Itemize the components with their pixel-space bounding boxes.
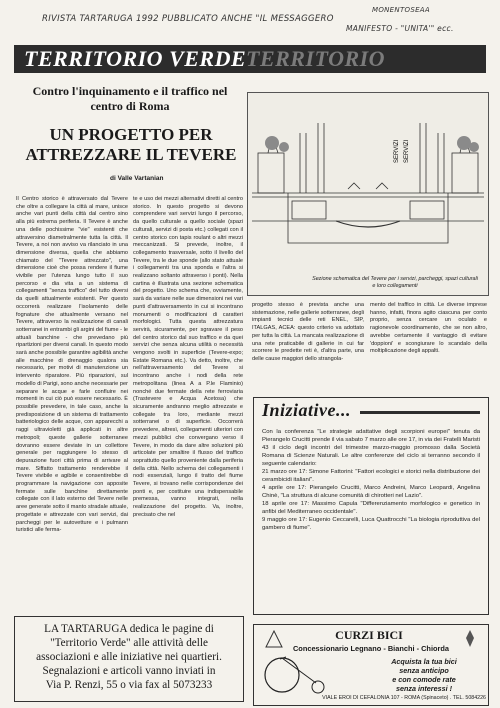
iniziative-intro: Con la conferenza "Le strategie adattative degli scorpioni europei" tenuta da Pierangelo Crucitti prende il via sabato 7 marzo alle ore 17, in via dei Fratelli Maristi 43 il ciclo degli incontri del trimestre marzo-maggio promosso dalla Società Romana di Scienze Naturali. Le altre conferenze del ciclo si terranno secondo il seguente calendario: [262,429,480,467]
iniziative-item: 18 aprile ore 17: Massimo Capula "Differenziamento morfologico e genetico in anfibi del Mediterraneo occidentale". [262,501,480,515]
iniziative-item: 21 marzo ore 17: Simone Fattorini: "Fattori ecologici e storici nella distribuzione dei cerambicidi italiani". [262,469,480,483]
handwritten-note-second: MANIFESTO - "UNITA'" ecc. [346,24,454,33]
iniziative-item: 4 aprile ore 17: Pierangelo Crucitti, Marco Andreini, Marco Leopardi, Angelina Chinè, "La struttura di alcune comunità di chirotteri nel Lazio". [262,485,480,499]
handwritten-note-top: RIVISTA TARTARUGA 1992 PUBBLICATO ANCHE "IL MESSAGGERO [42,14,334,24]
article-column-4: mento del traffico in città. Le diverse imprese hanno, infatti, finora agito ciascuna per conto proprio, senza cercare un oculato e ragionevole coordinamento, che se non altro, avrebbe certamente il vantaggio di evitare 'doppioni' e scongiurare lo scandalo della moltiplicazione degli appalti. [370,302,487,355]
section-drawing [248,93,488,273]
article-column-2: te e uso dei mezzi alternativi diretti al centro storico. In questo progetto si devono comprendere vari servizi lungo il percorso, da quello culturale a quello sociale (spazi culturali, servizi di posta etc.) collegati con il centro storico con tapis roulant o altri mezzi meccanizzati. Si prevede, inoltre, il collegamento trasversale, sotto il livello del Tevere, tra le due sponde (allo stato attuale i collegamenti tra una sponda e l'altra si realizzano soltanto attraverso i ponti). Nella cartina è illustrata una sezione schematica del progetto. Uno schema che, ovviamente, sarà da variare nelle sue dimensioni nei vari punti d'attraversamento in cui si incontrano monumenti o modificazioni di caratteri morfologici. Tutta questa attrezzatura servirà, sicuramente, per sgravare il peso del centro storico dal suo traffico e da quei servizi che senza alcuna utilità o necessità vengono svolti in superficie (Tevere-expo; Estate Romana etc.). Va detto, inoltre, che nell'attraversamento del Tevere si incontrano anche i nodi della rete metropolitana (linea A a P.le Flaminio) nonché due fermate della rete ferroviaria (Trastevere e Acqua Acetosa) che sicuramente andranno meglio attrezzate e collegate tra loro, mediante mezzi sotterranei o di superficie. Occorrerà prevedere, altresì, collegamenti ulteriori con mezzi pubblici che convergano verso il Tevere, in modo da dare altre soluzioni più articolate per smaltire il flusso del traffico soprattutto quello proveniente dalla periferia della città. Nello schema dei collegamenti i nodi essenziali, lungo il tratto del fiume Tevere, si trovano nelle corrispondenze dei ponti e, per costituire una indispensabile premessa, vanno integrati, nella realizzazione del progetto. Va, inoltre, precisato che nel [133,196,243,518]
figure-label-services-b: SERVIZI [404,139,410,163]
figure-label-services-a: SERVIZI [394,139,400,163]
iniziative-rule [360,411,480,414]
article-kicker: Contro l'inquinamento e il traffico nel centro di Roma [32,84,228,113]
tartaruga-line-4: Segnalazioni e articoli vanno inviati in [42,665,216,677]
article-headline: UN PROGETTO PER ATTREZZARE IL TEVERE [25,125,237,164]
banner-shadow-title: TERRITORIO [246,46,386,71]
article-byline: di Valle Vartanian [110,175,164,182]
figure-caption: Sezione schematica del Tevere per i servizi, parcheggi, spazi culturali e loro collegamenti [312,276,478,289]
slogan-line: e con comode rate [392,675,456,684]
banner-title: TERRITORIO VERDE [24,46,247,71]
curzi-slogan [364,657,484,693]
curzi-dealer: Concessionario Legnano - Bianchi - Chiorda [292,644,450,653]
curzi-name: CURZI BICI [335,628,403,642]
penny-farthing-icon [260,655,330,695]
slogan-line: Acquista la tua bici [391,657,457,666]
handwritten-note-corner: MONENTOSEAA [372,6,430,14]
tartaruga-notice [14,616,244,702]
iniziative-title: Iniziative... [262,400,352,420]
tartaruga-line-1: LA TARTARUGA dedica le pagine di [44,623,214,635]
slogan-line: senza anticipo [399,666,449,675]
tartaruga-line-3: associazioni e alle iniziative nei quartieri. [36,651,222,663]
tartaruga-line-5: Via P. Renzi, 55 o via fax al 5073233 [45,679,213,691]
curzi-bici-ad [253,624,489,706]
article-column-3: progetto stesso è prevista anche una sistemazione, nelle gallerie sotterranee, degli impianti tecnici delle reti ENEL, SIP, ITALGAS, ACEA: questo criterio va adottato per tutta la città. La mancata realizzazione di una rete praticabile di gallerie in cui far scorrere le predette reti è, d'altra parte, una delle cause maggiori dello strangola- [252,302,364,362]
river-section-diagram [247,92,489,296]
slogan-line: senza interessi ! [396,684,452,693]
curzi-address: VIALE EROI DI CEFALONIA 107 - ROMA (Spinaceto) . TEL. 5084226 [322,695,486,701]
section-banner [14,45,486,73]
article-column-1: Il Centro storico è attraversato dal Tevere che oltre a collegare la città al mare, unisce anche vari punti della città dal centro sino alla più estrema periferia. Il Tevere è anche una delle pochissime "vie" esistenti che attraversino diametralmente tutta la città. Il Tevere, a noi non avviso va rilanciato in una dimensione diversa, quella che abbiamo chiamato del "Tevere attrezzato", una dimensione cioè che possa rendere il fiume vivibile per l'utenza lungo tutto il suo percorso e dia vita a un sistema di collegamenti "senza traffico" del tutto diversi da quelli attualmente esistenti. Per questo occorrerà realizzare l'isolamento delle fognature che attualmente versano nel Tevere, attraverso la realizzazione di canali sotterranei in entrambi gli argini del fiume - le attuali banchine - che prevedano più ripartizioni per diversi canali. In questo modo sarà anche possibile garantire agibilità anche alle macchine di drenaggio qualora sia necessario, per motivi di manutenzione un intervento riparatore. Più riparazioni, sul modello di Parigi, sono anche necessarie per separare le acque e farle confluire nei momenti in cui ciò può essere necessario. È possibile prevedere, in tale caso, anche la predisposizione di un sistema di trattamento batteriologico delle acque, con apparecchi a raggi ultravioletti già applicati in altre metropoli; queste gallerie sotterranee dovranno essere deviate in un collettore generale per raggiungere lo stesso di depurazione fuori città prima di arrivare al mare. Siffatto trattamento renderebbe il Tevere vivibile e agibile e consentirebbe di programmare la navigazione con apposite fermate sulle banchine direttamente collegate con il lato esterno del Tevere nelle aree generate sotto il manto stradale attuale, progettate e attrezzate con vari servizi, dai parcheggi per le autovetture e i pulmann turistici alle ferma- [16,196,128,534]
tartaruga-line-2: "Territorio Verde" alle attività delle [50,637,208,649]
iniziative-item: 9 maggio ore 17: Eugenio Ceccarelli, Luca Quattrocchi "La biologia riproduttiva del gambero di fiume". [262,517,480,531]
iniziative-text [262,428,480,608]
